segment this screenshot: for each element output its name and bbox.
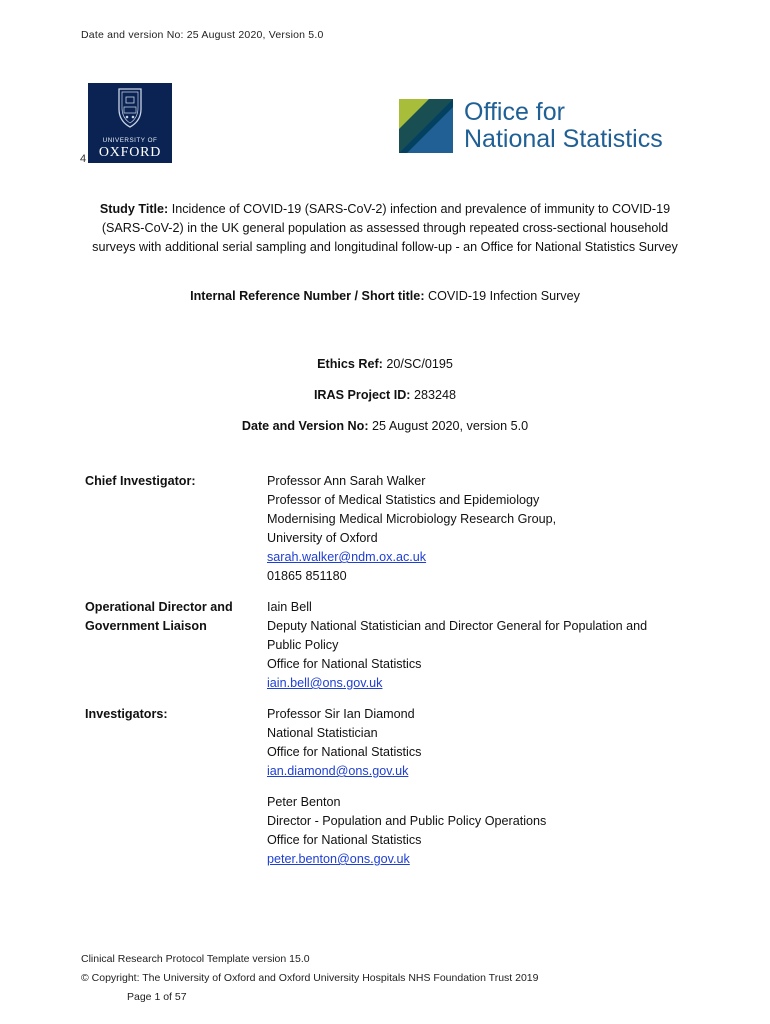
investigator-name: Peter Benton bbox=[267, 795, 341, 809]
opdir-email-link[interactable]: iain.bell@ons.gov.uk bbox=[267, 676, 383, 690]
ons-logo-line2: National Statistics bbox=[464, 125, 663, 153]
ethics-ref-value: 20/SC/0195 bbox=[386, 357, 453, 371]
chief-investigator-row bbox=[85, 472, 685, 586]
study-title-block bbox=[85, 200, 685, 257]
investigator-email-link[interactable]: peter.benton@ons.gov.uk bbox=[267, 852, 410, 866]
investigator-title: National Statistician bbox=[267, 726, 378, 740]
svg-text:UNIVERSITY OF: UNIVERSITY OF bbox=[102, 137, 158, 144]
investigators-section bbox=[85, 472, 685, 869]
opdir-title-line1: Deputy National Statistician and Director General for Population and bbox=[267, 619, 648, 633]
stray-digit: 4 bbox=[80, 153, 87, 165]
investigator-entry bbox=[267, 793, 685, 869]
footer-copyright: © Copyright: The University of Oxford and Oxford University Hospitals NHS Foundation Trust 2019 bbox=[81, 972, 539, 984]
date-version-line bbox=[85, 411, 685, 442]
iras-id-label: IRAS Project ID: bbox=[313, 388, 411, 402]
study-title-label: Study Title: bbox=[99, 202, 169, 216]
footer-template-version: Clinical Research Protocol Template version 15.0 bbox=[81, 953, 310, 965]
chief-phone: 01865 851180 bbox=[267, 569, 347, 583]
chief-name: Professor Ann Sarah Walker bbox=[267, 474, 426, 488]
investigator-email-link[interactable]: ian.diamond@ons.gov.uk bbox=[267, 764, 409, 778]
chief-group: Modernising Medical Microbiology Research Group, bbox=[267, 512, 557, 526]
investigator-org: Office for National Statistics bbox=[267, 745, 422, 759]
ons-mark-icon bbox=[399, 99, 453, 153]
date-version-label: Date and Version No: bbox=[241, 419, 369, 433]
iras-id-value: 283248 bbox=[414, 388, 457, 402]
chief-email-link[interactable]: sarah.walker@ndm.ox.ac.uk bbox=[267, 550, 427, 564]
investigators-row bbox=[85, 705, 685, 869]
investigator-title: Director - Population and Public Policy Operations bbox=[267, 814, 547, 828]
chief-title: Professor of Medical Statistics and Epidemiology bbox=[267, 493, 540, 507]
study-title-text: Incidence of COVID-19 (SARS-CoV-2) infection and prevalence of immunity to COVID-19 (SARS-CoV-2) in the UK general population as assessed through repeated cross-sectional household surveys with additional serial sampling and longitudinal follow-up - an Office for National Statistics Survey bbox=[92, 202, 678, 254]
investigator-org: Office for National Statistics bbox=[267, 833, 422, 847]
operational-director-row bbox=[85, 598, 685, 693]
header-version-line: Date and version No: 25 August 2020, Version 5.0 bbox=[81, 29, 324, 41]
chief-investigator-label: Chief Investigator: bbox=[85, 474, 196, 488]
chief-org: University of Oxford bbox=[267, 531, 378, 545]
short-title-line bbox=[85, 287, 685, 306]
investigator-entry bbox=[267, 705, 685, 781]
ethics-ref-line bbox=[85, 349, 685, 380]
ons-logo-line1: Office for bbox=[464, 98, 565, 126]
opdir-name: Iain Bell bbox=[267, 600, 312, 614]
study-meta bbox=[85, 349, 685, 442]
ons-logo bbox=[399, 99, 679, 155]
short-title-value: COVID-19 Infection Survey bbox=[428, 289, 580, 303]
iras-id-line bbox=[85, 380, 685, 411]
opdir-title-line2: Public Policy bbox=[267, 638, 339, 652]
opdir-org: Office for National Statistics bbox=[267, 657, 422, 671]
investigators-label: Investigators: bbox=[85, 707, 168, 721]
operational-director-label: Operational Director and Government Liaison bbox=[85, 600, 233, 633]
svg-text:OXFORD: OXFORD bbox=[98, 145, 162, 160]
ethics-ref-label: Ethics Ref: bbox=[317, 357, 383, 371]
oxford-university-logo bbox=[88, 83, 172, 163]
short-title-label: Internal Reference Number / Short title: bbox=[190, 289, 425, 303]
investigator-name: Professor Sir Ian Diamond bbox=[267, 707, 415, 721]
page-number: Page 1 of 57 bbox=[127, 991, 187, 1003]
date-version-value: 25 August 2020, version 5.0 bbox=[372, 419, 529, 433]
page-footer bbox=[81, 950, 539, 1007]
